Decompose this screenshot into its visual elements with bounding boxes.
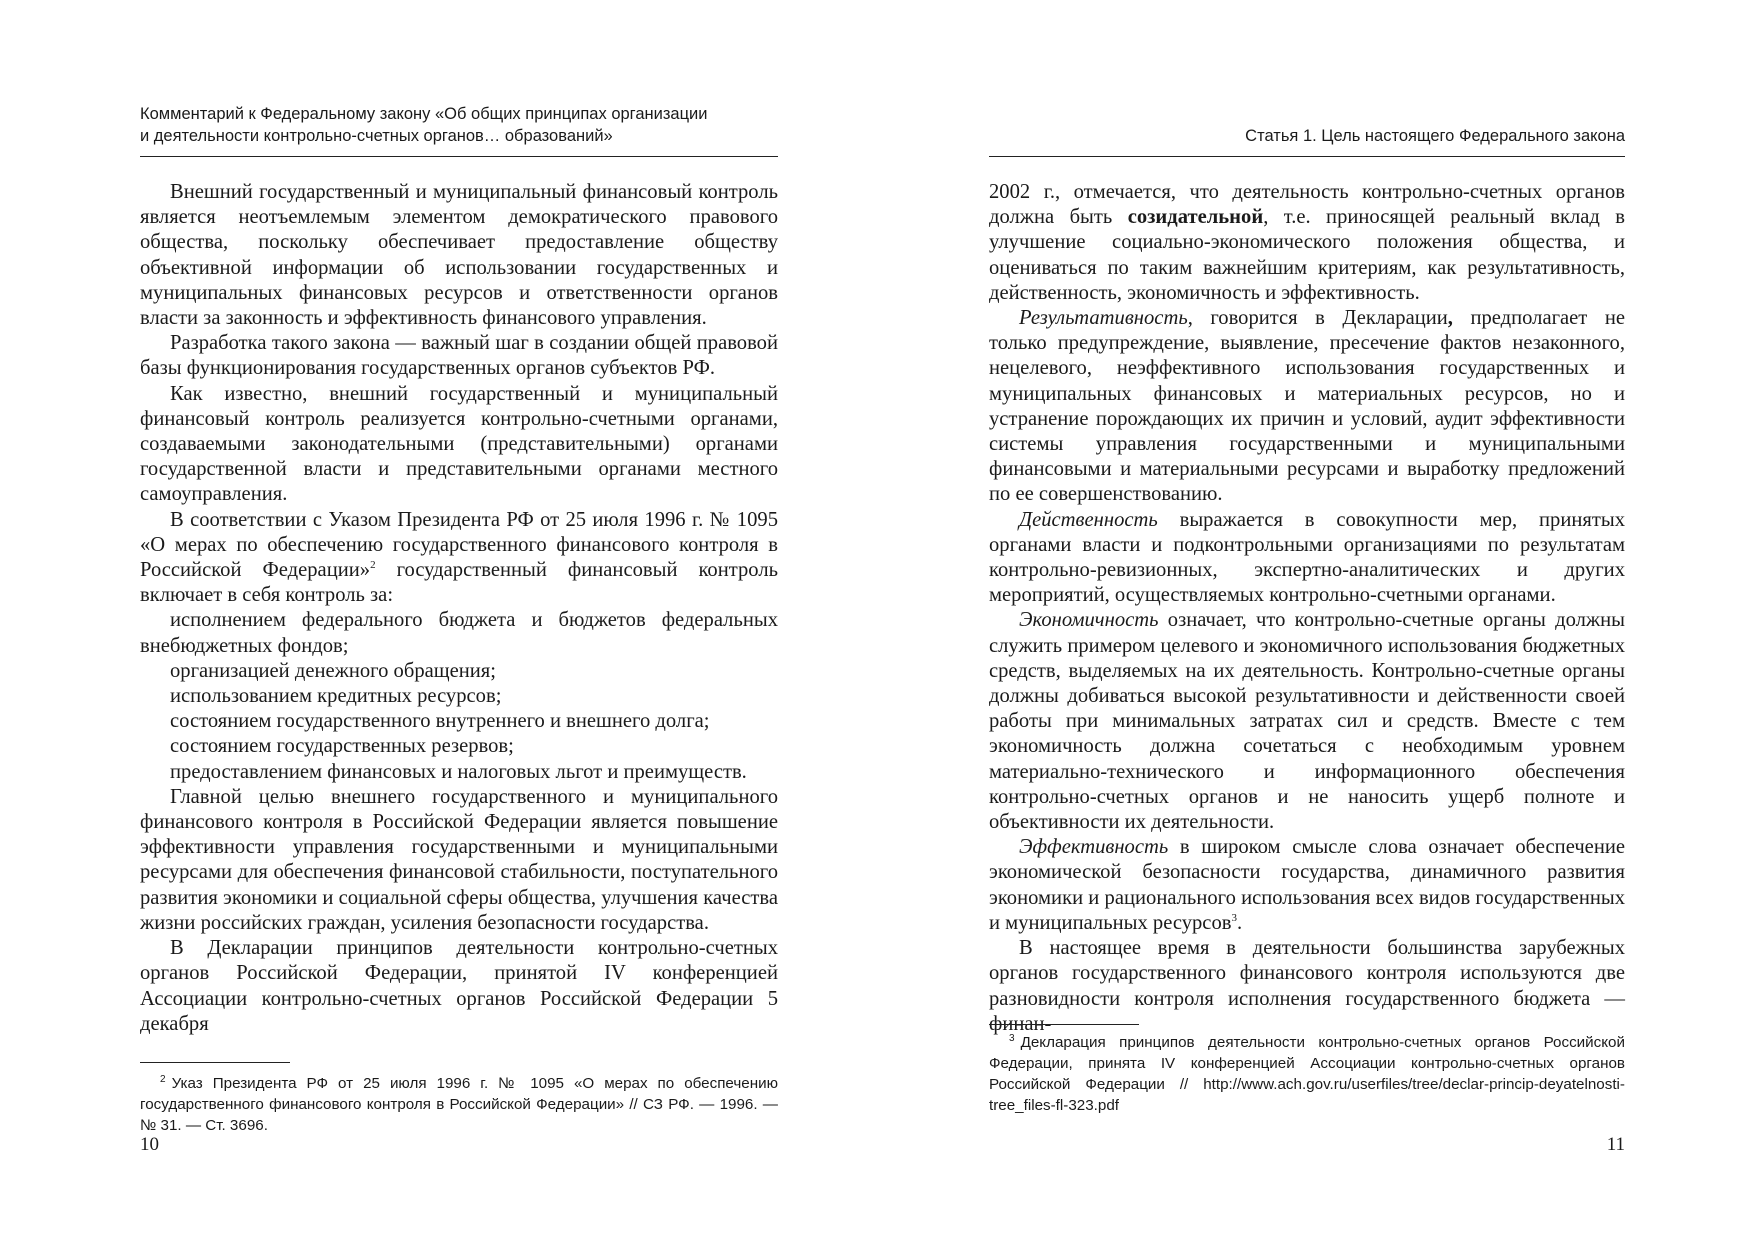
list-item: состоянием государственных резервов; bbox=[170, 735, 514, 758]
paragraph: Разработка такого закона — важный шаг в создании общей правовой базы функционирования государственных органов субъектов РФ. bbox=[140, 332, 778, 380]
paragraph: В настоящее время в деятельности большинства зарубежных органов государственного финансового контроля используются две разновидности контроля исполнения государственного бюджета — финан- bbox=[989, 937, 1625, 1035]
left-page bbox=[140, 0, 778, 1241]
running-header-left bbox=[140, 103, 778, 147]
paragraph: Главной целью внешнего государственного и муниципального финансового контроля в Российской Федерации является повышение эффективности управления государственными и муниципальными ресурсами для обеспечения финансовой стабильности, поступательного развития экономики и социальной сферы общества, улучшения качества жизни российских граждан, усиления безопасности государства. bbox=[140, 785, 778, 934]
footnote-number: 2 bbox=[160, 1073, 166, 1085]
page-number-left: 10 bbox=[140, 1134, 159, 1155]
page-number-right: 11 bbox=[1606, 1134, 1625, 1155]
paragraph: Результативность, говорится в Декларации, предполагает не только предупреждение, выявление, пресечение фактов незаконного, нецелевого, неэффективного использования государственных и муниципальных финансовых и материальных ресурсов, но и устранение порождающих их причин и условий, аудит эффективности системы управления государственными и муниципальными финансовыми и материальными ресурсами и выработку предложений по ее совершенствованию. bbox=[989, 307, 1625, 506]
header-rule bbox=[989, 156, 1625, 157]
body-text-left bbox=[140, 180, 778, 1037]
paragraph: Внешний государственный и муниципальный финансовый контроль является неотъемлемым элементом демократического правового общества, поскольку обеспечивает предоставление обществу объективной информации об использовании государственных и муниципальных финансовых ресурсов и ответственности органов власти за законность и эффективность финансового управления. bbox=[140, 181, 778, 330]
paragraph: 2002 г., отмечается, что деятельность контрольно-счетных органов должна быть созидательной, т.е. приносящей реальный вклад в улучшение социально-экономического положения общества, и оцениваться по таким важнейшим критериям, как результативность, действенность, экономичность и эффективность. bbox=[989, 181, 1625, 304]
paragraph: Как известно, внешний государственный и муниципальный финансовый контроль реализуется контрольно-счетными органами, создаваемыми законодательными (представительными) органами государственной власти и представительными органами местного самоуправления. bbox=[140, 382, 778, 506]
footnote-ref: 2 bbox=[370, 559, 376, 572]
header-rule bbox=[140, 156, 778, 157]
header-line-2: и деятельности контрольно-счетных органов… образований» bbox=[140, 127, 613, 145]
footnote-text: Указ Президента РФ от 25 июля 1996 г. № 1095 «О мерах по обеспечению государственного финансового контроля в Российской Федерации» // СЗ РФ. — 1996. — № 31. — Ст. 3696. bbox=[140, 1075, 778, 1134]
body-text-right bbox=[989, 180, 1625, 1037]
list-item: исполнением федерального бюджета и бюджетов федеральных внебюджетных фондов; bbox=[140, 609, 778, 657]
footnote-rule bbox=[989, 1024, 1139, 1025]
footnote-number: 3 bbox=[1009, 1032, 1015, 1044]
header-line-1: Комментарий к Федеральному закону «Об общих принципах организации bbox=[140, 105, 708, 123]
footnote-rule bbox=[140, 1062, 290, 1063]
paragraph: Экономичность означает, что контрольно-счетные органы должны служить примером целевого и экономичного использования бюджетных средств, выделяемых на их деятельность. Контрольно-счетные органы должны добиваться высокой результативности и действенности своей работы при минимальных затратах сил и средств. Вместе с тем экономичность должна сочетаться с необходимым уровнем материально-технического и информационного обеспечения контрольно-счетных органов и не наносить ущерб полноте и объективности их деятельности. bbox=[989, 609, 1625, 834]
list-item: организацией денежного обращения; bbox=[170, 659, 497, 682]
paragraph: Действенность выражается в совокупности мер, принятых органами власти и подконтрольными организациями по результатам контрольно-ревизионных, экспертно-аналитических и других мероприятий, осуществляемых контрольно-счетными органами. bbox=[989, 508, 1625, 607]
footnote-left bbox=[140, 1073, 778, 1136]
footnote-text: Декларация принципов деятельности контрольно-счетных органов Российской Федерации, принята IV конференцией Ассоциации контрольно-счетных органов Российской Федерации // http://www.ach.gov.ru/userfiles/tree/declar-princip-deyatelnosti-tree_files-fl-323.pdf bbox=[989, 1034, 1625, 1114]
running-header-right: Статья 1. Цель настоящего Федерального закона bbox=[1245, 127, 1625, 145]
list-item: состоянием государственного внутреннего и внешнего долга; bbox=[170, 710, 710, 733]
footnote-ref: 3 bbox=[1231, 912, 1237, 925]
list-item: предоставлением финансовых и налоговых льгот и преимуществ. bbox=[170, 760, 747, 783]
paragraph: Эффективность в широком смысле слова означает обеспечение экономической безопасности государства, динамичного развития экономики и рационального использования всех видов государственных и муниципальных ресурсов$^3$. bbox=[989, 836, 1625, 934]
paragraph: В соответствии с Указом Президента РФ от 25 июля 1996 г. № 1095 «О мерах по обеспечению государственного финансового контроля в Российской Федерации»$^2$ государственный финансовый контроль включает в себя контроль за: bbox=[140, 508, 778, 607]
list-item: использованием кредитных ресурсов; bbox=[170, 685, 502, 708]
right-page bbox=[989, 0, 1625, 1241]
paragraph: В Декларации принципов деятельности контрольно-счетных органов Российской Федерации, принятой IV конференцией Ассоциации контрольно-счетных органов Российской Федерации 5 декабря bbox=[140, 937, 778, 1035]
footnote-right bbox=[989, 1032, 1625, 1116]
